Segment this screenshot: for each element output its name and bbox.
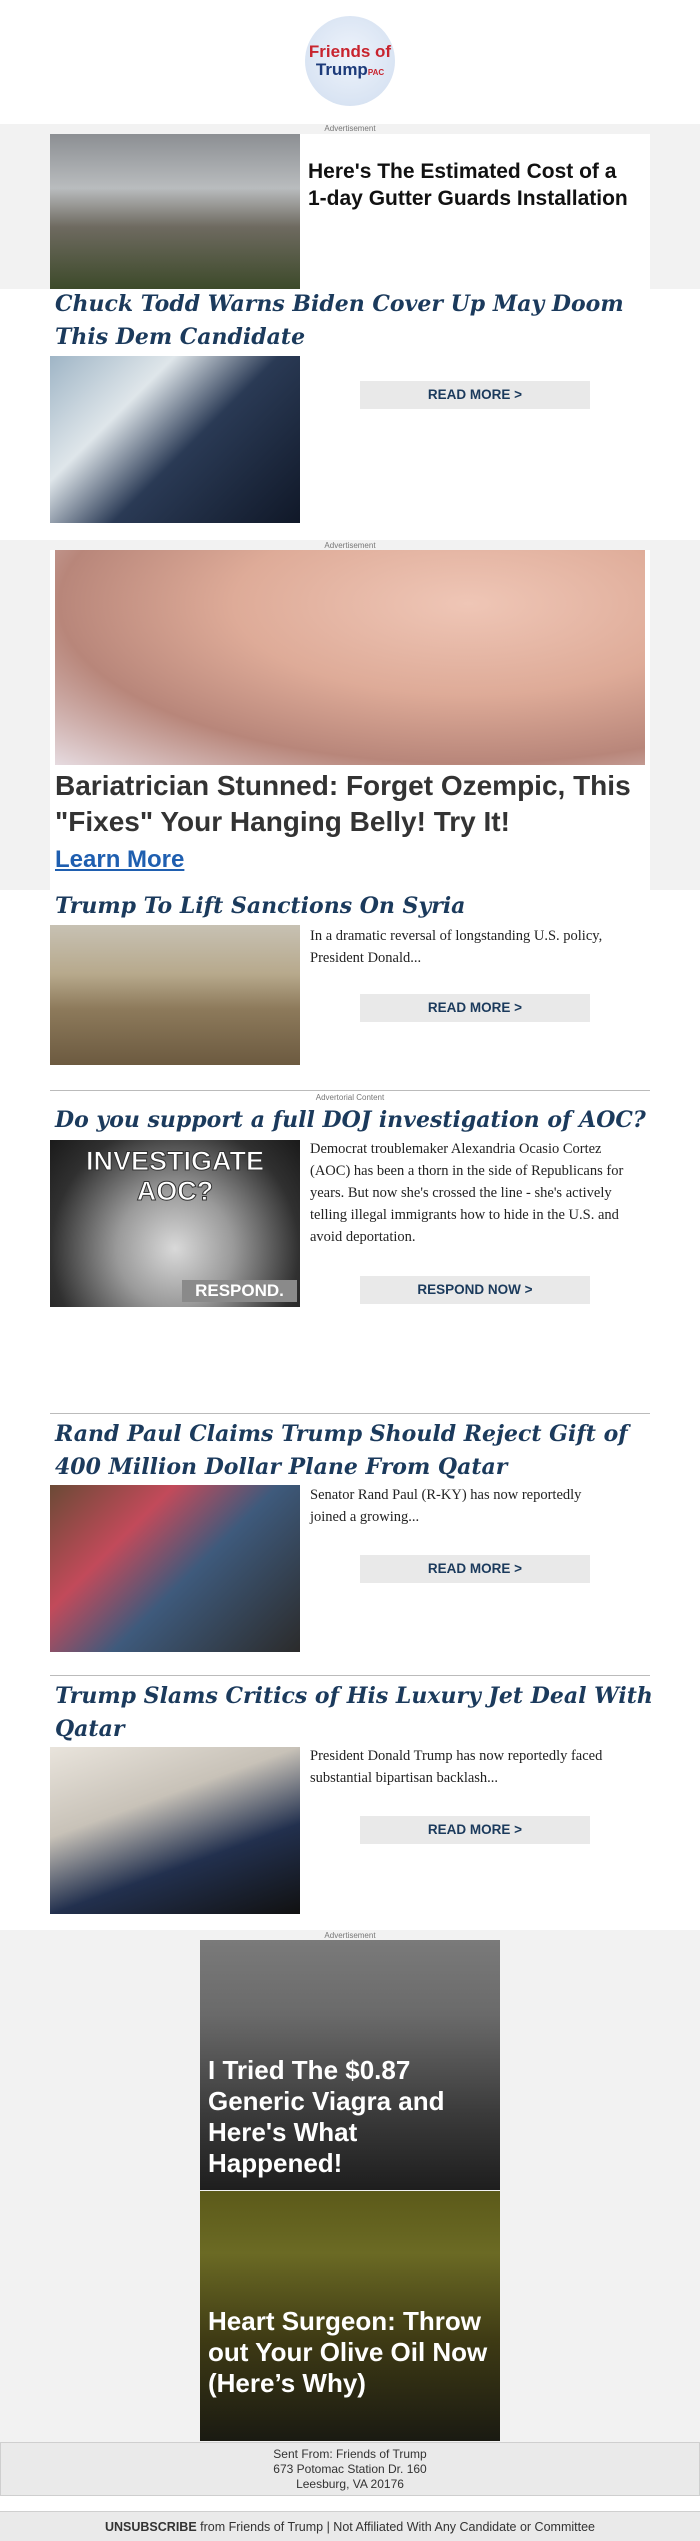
- footer-disclaimer: from Friends of Trump | Not Affiliated With Any Candidate or Committee: [196, 2520, 595, 2534]
- footer-address: [0, 2442, 700, 2496]
- article-text-trump-jet: President Donald Trump has now reportedly faced substantial bipartisan backlash...: [310, 1748, 603, 1786]
- logo-line1: Friends of: [308, 42, 392, 61]
- ad-label-1: Advertisement: [324, 124, 376, 133]
- read-more-button-chuck-todd[interactable]: READ MORE >: [360, 381, 590, 409]
- belly-ad-title[interactable]: Bariatrician Stunned: Forget Ozempic, This "Fixes" Your Hanging Belly! Try It!: [55, 770, 631, 837]
- section-divider: [50, 1413, 650, 1414]
- respond-now-button[interactable]: RESPOND NOW >: [360, 1276, 590, 1304]
- olive-oil-ad[interactable]: [200, 2191, 500, 2441]
- viagra-ad[interactable]: [200, 1940, 500, 2190]
- read-more-button-syria[interactable]: READ MORE >: [360, 994, 590, 1022]
- article-title-aoc[interactable]: Do you support a full DOJ investigation of AOC?: [55, 1107, 646, 1133]
- learn-more-link[interactable]: Learn More: [55, 846, 185, 873]
- section-divider: [50, 1675, 650, 1676]
- article-image-chuck-todd[interactable]: [50, 356, 300, 523]
- article-image-syria[interactable]: [50, 925, 300, 1065]
- read-more-button-rand-paul[interactable]: READ MORE >: [360, 1555, 590, 1583]
- friends-of-trump-logo[interactable]: [305, 16, 395, 106]
- aoc-respond-badge: RESPOND.: [182, 1280, 297, 1302]
- footer-sent-from: Sent From: Friends of Trump: [273, 2447, 427, 2461]
- article-title-chuck-todd[interactable]: Chuck Todd Warns Biden Cover Up May Doom This Dem Candidate: [55, 291, 624, 350]
- ozempic-ad[interactable]: [50, 550, 650, 890]
- article-text-rand-paul: Senator Rand Paul (R-KY) has now reportedly joined a growing...: [310, 1487, 582, 1525]
- section-divider: [50, 1090, 650, 1091]
- article-title-trump-jet[interactable]: Trump Slams Critics of His Luxury Jet Deal With Qatar: [55, 1683, 653, 1742]
- belly-ad-image[interactable]: [55, 550, 645, 765]
- gutter-ad-title[interactable]: Here's The Estimated Cost of a 1-day Gutter Guards Installation: [308, 160, 628, 210]
- gutter-guards-ad[interactable]: [50, 134, 650, 289]
- footer-address-line2: Leesburg, VA 20176: [296, 2477, 404, 2491]
- logo-suffix: PAC: [367, 68, 385, 77]
- advertorial-label: Advertorial Content: [315, 1093, 385, 1102]
- footer-unsubscribe-bar: [0, 2511, 700, 2541]
- aoc-image-text: INVESTIGATE AOC?: [85, 1146, 265, 1206]
- article-text-syria: In a dramatic reversal of longstanding U.S. policy, President Donald...: [310, 928, 603, 966]
- viagra-ad-title[interactable]: I Tried The $0.87 Generic Viagra and Here's What Happened!: [208, 2055, 445, 2178]
- footer-address-line1: 673 Potomac Station Dr. 160: [273, 2462, 427, 2476]
- ad-label-2: Advertisement: [324, 541, 376, 550]
- unsubscribe-link[interactable]: UNSUBSCRIBE: [104, 2520, 197, 2534]
- article-text-aoc: Democrat troublemaker Alexandria Ocasio Cortez (AOC) has been a thorn in the side of Republicans for years. But now she's crossed the line - she's actively telling illegal immigrants how to hide in the U.S. and avoid deportation.: [310, 1141, 624, 1245]
- olive-oil-ad-title[interactable]: Heart Surgeon: Throw out Your Olive Oil Now (Here’s Why): [208, 2306, 488, 2398]
- article-image-trump-jet[interactable]: [50, 1747, 300, 1914]
- gutter-ad-image[interactable]: [50, 134, 300, 289]
- article-image-aoc[interactable]: [50, 1140, 300, 1307]
- article-title-syria[interactable]: Trump To Lift Sanctions On Syria: [55, 893, 466, 919]
- article-title-rand-paul[interactable]: Rand Paul Claims Trump Should Reject Gift of 400 Million Dollar Plane From Qatar: [55, 1421, 628, 1480]
- article-image-rand-paul[interactable]: [50, 1485, 300, 1652]
- ad-label-3: Advertisement: [324, 1931, 376, 1940]
- read-more-button-trump-jet[interactable]: READ MORE >: [360, 1816, 590, 1844]
- logo-line2: TrumpPAC: [315, 60, 385, 79]
